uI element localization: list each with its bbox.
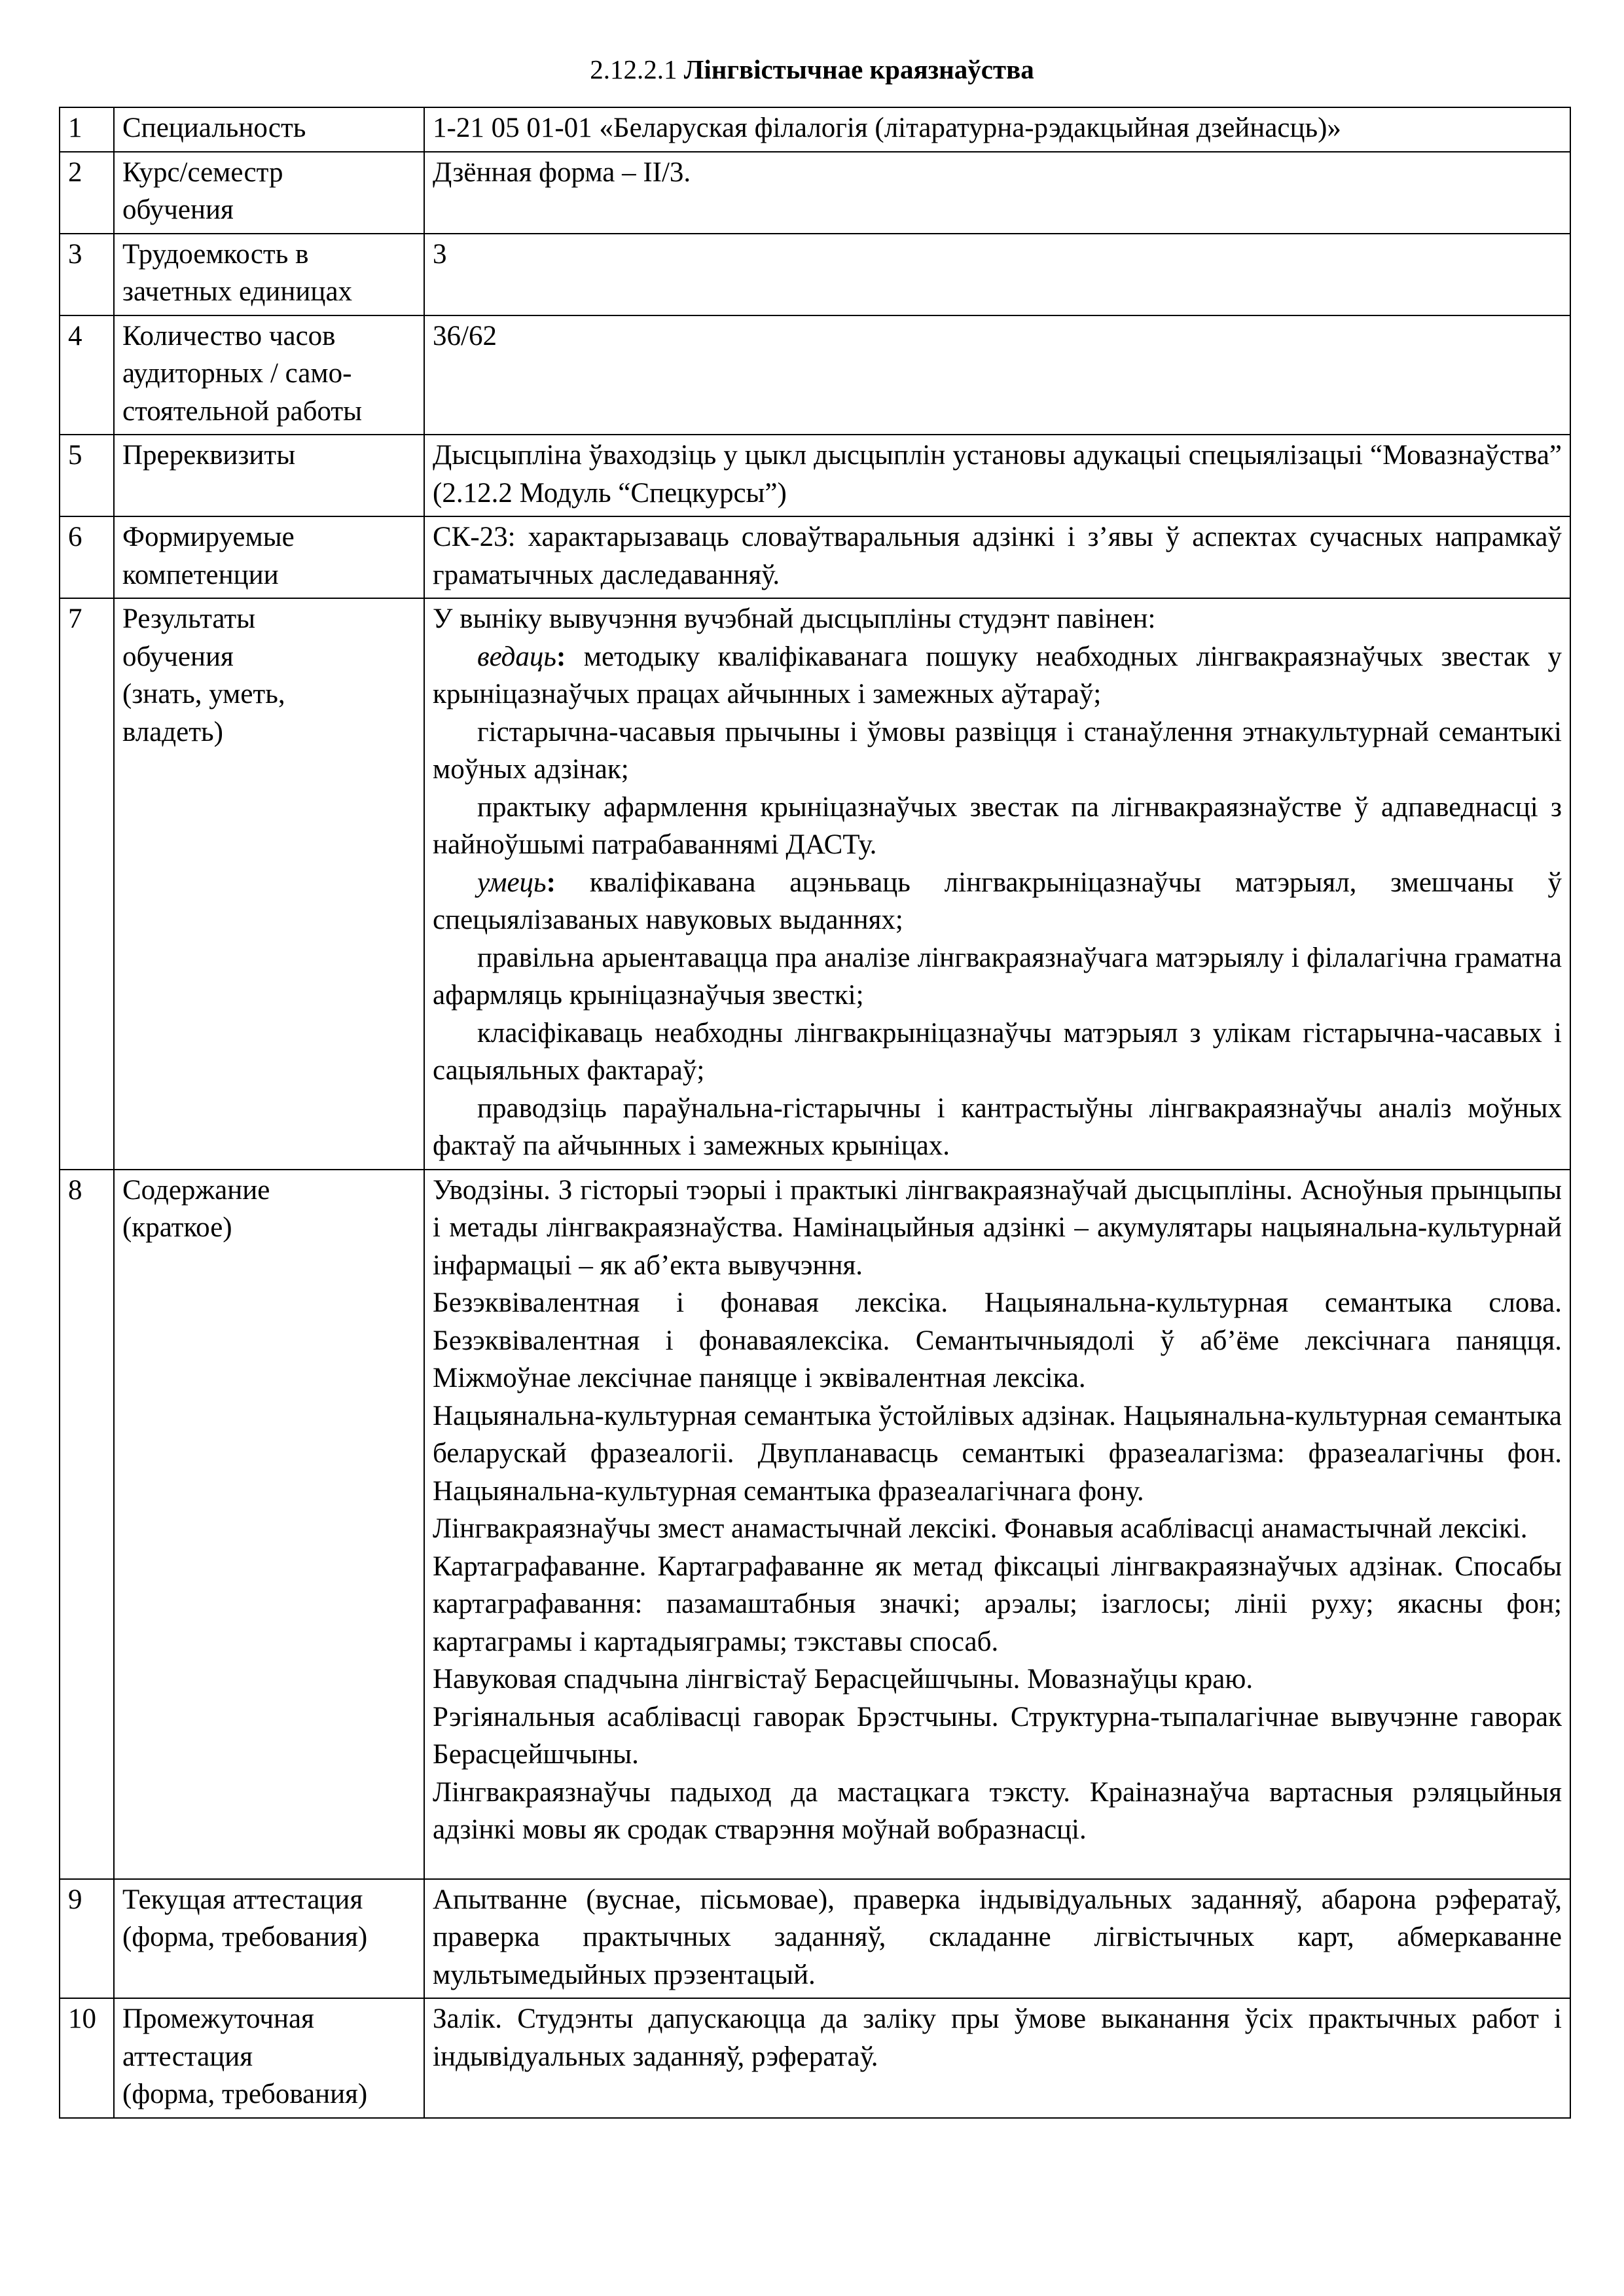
outcome-know-item (433, 789, 1562, 864)
row-label-line: (краткое) (122, 1212, 232, 1243)
outcome-can-item (433, 1090, 1562, 1165)
outcome-can-text: праводзіць параўнальна-гістарычны і кантрастыўны лінгвакраязнаўчы аналіз моўных фактаў па айчынных і замежных крыніцах. (433, 1092, 1562, 1161)
discipline-name: Лінгвістычнае краязнаўства (683, 54, 1034, 84)
content-paragraph: Уводзіны. З гісторыі тэорыі і практыкі лінгвакраязнаўчай дысцыпліны. Асноўныя прынцыпы і метады лінгвакраязнаўства. Намінацыйныя адзінкі – акумулятары нацыянальна-культурнай інфармацыі – як аб’екта вывучэння. (433, 1174, 1562, 1281)
row-label-line: (форма, требования) (122, 2079, 368, 2109)
row-value (424, 516, 1570, 598)
row-label-line: зачетных единицах (122, 276, 353, 307)
content-paragraph: Рэгіянальныя асаблівасці гаворак Брэстчыны. Структурна-тыпалагічнае вывучэнне гаворак Берасцейшчыны. (433, 1701, 1562, 1770)
row-label-line: Специальность (122, 113, 306, 143)
row-value (424, 435, 1570, 516)
page-title (0, 51, 1624, 88)
table-row (60, 1170, 1570, 1879)
row-label (114, 1879, 424, 1999)
outcome-know-text: гістарычна-часавыя прычыны і ўмовы развіцця і станаўлення этнакультурнай семантыкі моўных адзінак; (433, 716, 1562, 785)
outcome-know-item (433, 713, 1562, 789)
table-row (60, 234, 1570, 315)
table-row (60, 516, 1570, 598)
row-label-line: Курс/семестр (122, 156, 283, 188)
syllabus-table (59, 107, 1571, 2119)
outcome-know-item (433, 638, 1562, 713)
content-paragraph: Лінгвакраязнаўчы падыход да мастацкага тэксту. Краіназнаўча вартасныя рэляцыйныя адзінкі мовы як сродак стварэння моўнай вобразнасці. (433, 1776, 1562, 1845)
table-row (60, 435, 1570, 516)
syllabus-table-body (60, 107, 1570, 2118)
row-label (114, 1170, 424, 1879)
row-number: 5 (60, 435, 114, 516)
outcome-can-text: правільна арыентавацца пра аналізе лінгвакраязнаўчага матэрыялу і філалагічна граматна афармляць крыніцазнаўчыя звесткі; (433, 942, 1562, 1011)
row-value (424, 1879, 1570, 1999)
row-label (114, 435, 424, 516)
row-label-line: Промежуточная (122, 2003, 314, 2034)
outcome-can-item (433, 864, 1562, 939)
row-value (424, 598, 1570, 1170)
table-row (60, 107, 1570, 152)
row-label-line: Результаты (122, 603, 256, 634)
row-label-line: Текущая аттестация (122, 1884, 363, 1915)
row-label-line: Трудоемкость в (122, 238, 309, 270)
table-row (60, 1879, 1570, 1999)
row-label-line: (знать, уметь, (122, 679, 285, 709)
outcome-can-term: умець (477, 867, 547, 898)
row-number: 6 (60, 516, 114, 598)
row-number: 2 (60, 152, 114, 234)
outcome-can-item (433, 1014, 1562, 1090)
table-row (60, 598, 1570, 1170)
table-row (60, 1998, 1570, 2118)
content-paragraph: Лінгвакраязнаўчы змест анамастычнай лексікі. Фонавыя асаблівасці анамастычнай лексікі. (433, 1513, 1528, 1544)
outcomes-intro: У выніку вывучэння вучэбнай дысцыпліны студэнт павінен: (433, 603, 1156, 634)
table-row (60, 152, 1570, 234)
row-label (114, 107, 424, 152)
row-label-line: стоятельной работы (122, 395, 363, 427)
row-value (424, 1170, 1570, 1879)
outcome-can-text: кваліфікавана ацэньваць лінгвакрыніцазнаўчы матэрыял, змешчаны ў спецыялізаваных навуковых выданнях; (433, 867, 1562, 935)
row-value-text: 1-21 05 01-01 «Беларуская філалогія (літаратурна-рэдакцыйная дзейнасць)» (433, 113, 1341, 143)
outcome-know-text: методыку кваліфікаванага пошуку неабходных лінгвакраязнаўчых звестак у крыніцазнаўчых працах айчынных і замежных аўтараў; (433, 641, 1562, 709)
outcome-can-item (433, 939, 1562, 1014)
row-value-text: Дзённая форма – II/3. (433, 156, 691, 188)
row-label-line: Содержание (122, 1174, 270, 1206)
row-number: 9 (60, 1879, 114, 1999)
row-label-line: компетенции (122, 559, 279, 590)
content-paragraph: Безэквівалентная і фонавая лексіка. Нацыянальна-культурная семантыка слова. Безэквівалентная і фонаваялексіка. Семантычныядолі ў аб’ёме лексічнага паняцця. Міжмоўнае лексічнае паняцце і эквівалентная лексіка. (433, 1287, 1562, 1393)
row-label (114, 234, 424, 315)
row-value (424, 234, 1570, 315)
row-label-line: Формируемые (122, 522, 295, 552)
row-value-text: 3 (433, 238, 447, 270)
content-paragraph: Нацыянальна-культурная семантыка ўстойлівых адзінак. Нацыянальна-культурная семантыка беларускай фразеалогіі. Двупланавасць семантыкі фразеалагізма: фразеалагічны фон. Нацыянальна-культурная семантыка фразеалагічнага фону. (433, 1400, 1562, 1507)
row-label-line: владеть) (122, 716, 223, 747)
row-label (114, 516, 424, 598)
outcome-can-text: класіфікаваць неабходны лінгвакрыніцазнаўчы матэрыял з улікам гістарычна-часавых і сацыяльных фактараў; (433, 1017, 1562, 1086)
table-row (60, 315, 1570, 435)
row-number: 7 (60, 598, 114, 1170)
row-label (114, 152, 424, 234)
row-value-text: СК-23: характарызаваць словаўтваральныя адзінкі і з’явы ў аспектах сучасных напрамкаў граматычных даследаванняў. (433, 522, 1562, 590)
row-label-line: обучения (122, 194, 234, 225)
row-label (114, 598, 424, 1170)
outcome-know-text: практыку афармлення крыніцазнаўчых звестак па лігнвакраязнаўстве ў адпаведнасці з найноўшымі патрабаваннямі ДАСТу. (433, 791, 1562, 860)
row-label-line: аттестация (122, 2041, 253, 2072)
row-value-text: Апытванне (вуснае, пісьмовае), праверка індывідуальных заданняў, абарона рэфератаў, праверка практычных заданняў, складанне лігвістычных карт, абмеркаванне мультымедыйных прэзентацый. (433, 1884, 1562, 1990)
row-value (424, 107, 1570, 152)
row-label-line: (форма, требования) (122, 1922, 368, 1952)
row-label-line: аудиторных / само- (122, 358, 352, 389)
row-number: 3 (60, 234, 114, 315)
outcome-know-term: ведаць (477, 641, 557, 672)
row-label (114, 1998, 424, 2118)
row-label-line: Пререквизиты (122, 440, 296, 471)
row-label-line: обучения (122, 641, 234, 672)
row-label-line: Количество часов (122, 320, 336, 351)
row-value-text: Залік. Студэнты дапускаюцца да заліку пры ўмове выканання ўсіх практычных работ і індывідуальных заданняў, рэфератаў. (433, 2003, 1562, 2072)
content-paragraph: Навуковая спадчына лінгвістаў Берасцейшчыны. Мовазнаўцы краю. (433, 1664, 1254, 1695)
row-value-text: 36/62 (433, 320, 497, 351)
content-paragraph: Картаграфаванне. Картаграфаванне як метад фіксацыі лінгвакраязнаўчых адзінак. Спосабы картаграфавання: пазамаштабныя значкі; арэалы; ізаглосы; лініі руху; якасны фон; картаграмы і картадыяграмы; тэкставы спосаб. (433, 1551, 1562, 1657)
row-number: 10 (60, 1998, 114, 2118)
row-value-text: Дысцыпліна ўваходзіць у цыкл дысцыплін установы адукацыі спецыялізацыі “Мовазнаўства” (2.12.2 Модуль “Спецкурсы”) (433, 440, 1562, 509)
row-number: 8 (60, 1170, 114, 1879)
row-number: 1 (60, 107, 114, 152)
outcome-can-colon: : (546, 867, 556, 898)
row-label (114, 315, 424, 435)
row-value (424, 315, 1570, 435)
row-value (424, 152, 1570, 234)
outcome-know-colon: : (556, 641, 566, 672)
row-number: 4 (60, 315, 114, 435)
section-number: 2.12.2.1 (590, 54, 677, 84)
row-value (424, 1998, 1570, 2118)
